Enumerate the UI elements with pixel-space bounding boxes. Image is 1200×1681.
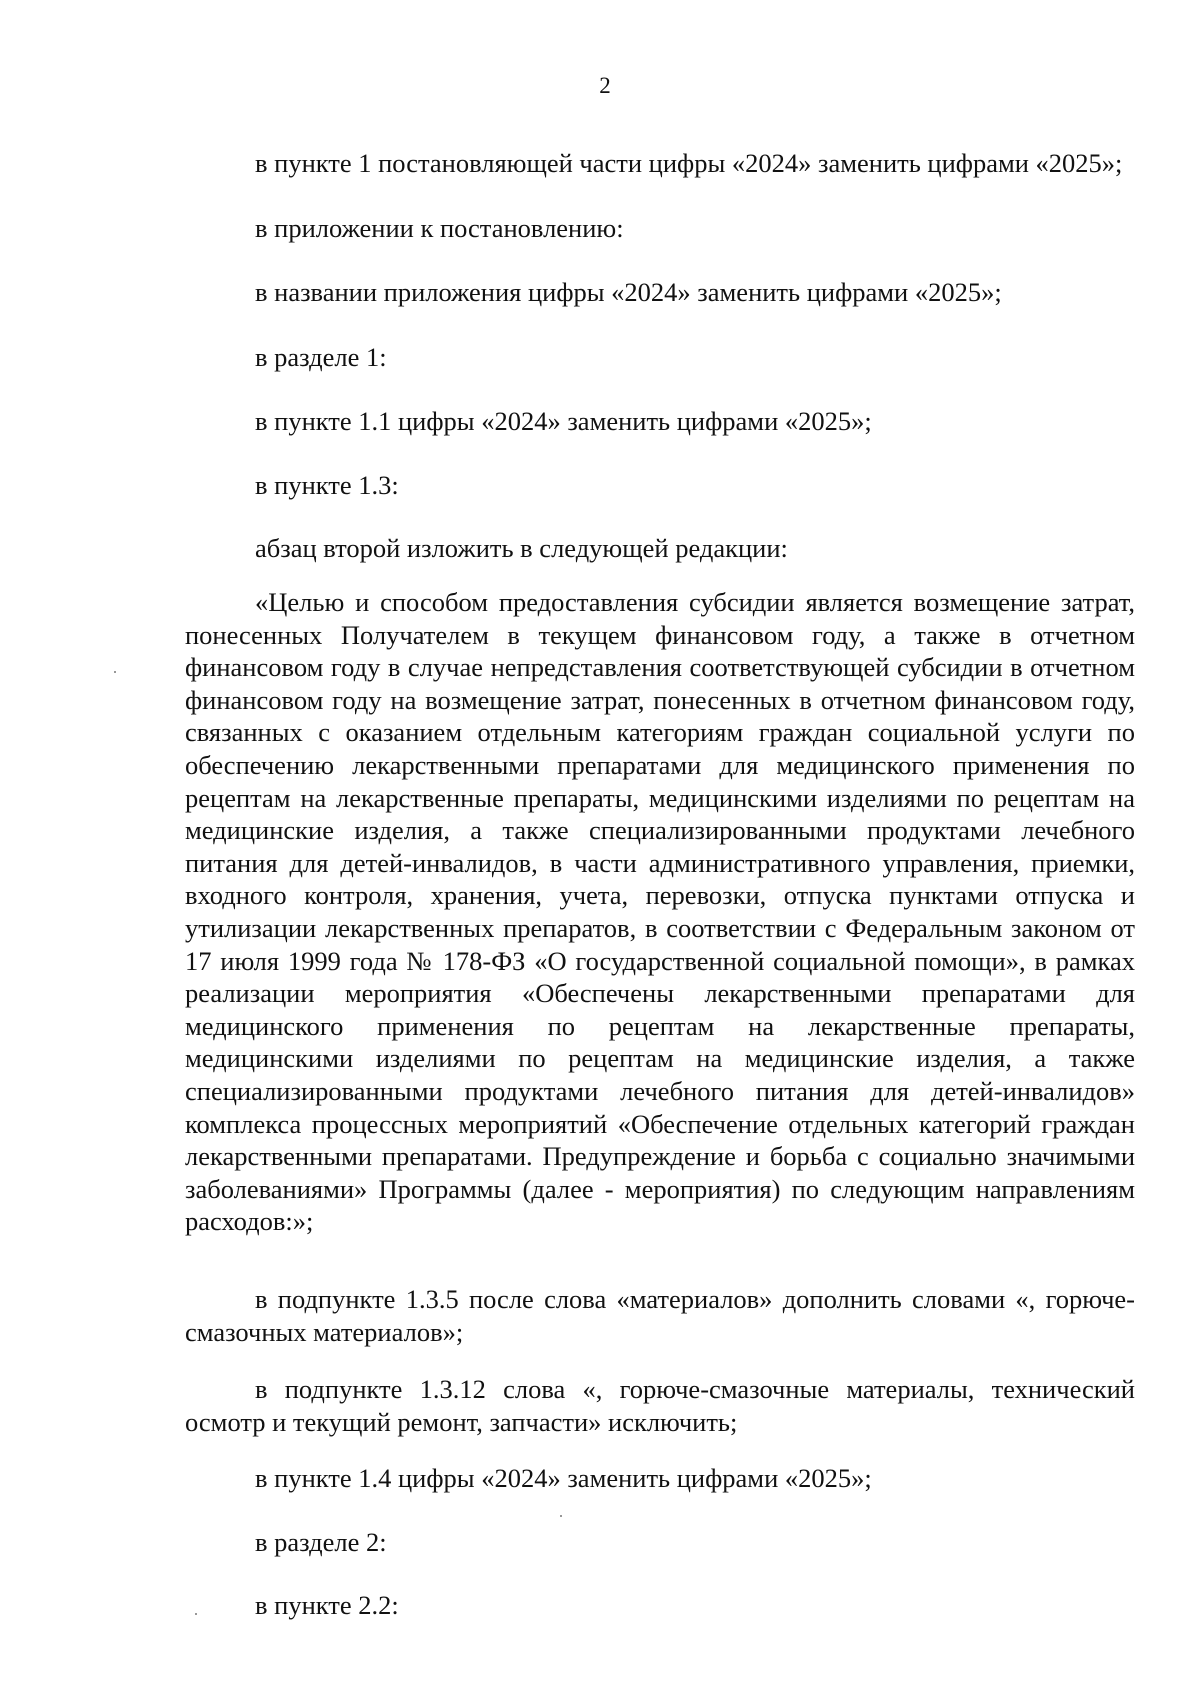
scan-speck xyxy=(195,1613,197,1615)
amendment-line: в разделе 1: xyxy=(255,342,387,372)
amendment-line: в приложении к постановлению: xyxy=(255,213,624,243)
amendment-line: в пункте 2.2: xyxy=(255,1590,399,1620)
amendment-line: в пункте 1.1 цифры «2024» заменить цифрами «2025»; xyxy=(255,406,872,436)
amendment-paragraph: в подпункте 1.3.12 слова «, горюче-смазочные материалы, технический осмотр и текущий ремонт, запчасти» исключить; xyxy=(185,1374,1135,1437)
amendment-paragraph: в подпункте 1.3.5 после слова «материалов» дополнить словами «, горюче-смазочных материалов»; xyxy=(185,1284,1135,1347)
quoted-paragraph: «Целью и способом предоставления субсидии является возмещение затрат, понесенных Получателем в текущем финансовом году, а также в отчетном финансовом году в случае непредставления соответствующей субсидии в отчетном финансовом году на возмещение затрат, понесенных в отчетном финансовом году, связанных с оказанием отдельным категориям граждан социальной услуги по обеспечению лекарственными препаратами для медицинского применения по рецептам на лекарственные препараты, медицинскими изделиями по рецептам на медицинские изделия, а также специализированными продуктами лечебного питания для детей-инвалидов, в части административного управления, приемки, входного контроля, хранения, учета, перевозки, отпуска пунктами отпуска и утилизации лекарственных препаратов, в соответствии с Федеральным законом от 17 июля 1999 года № 178-ФЗ «О государственной социальной помощи», в рамках реализации мероприятия «Обеспечены лекарственными препаратами для медицинского применения по рецептам на лекарственные препараты, медицинскими изделиями по рецептам на медицинские изделия, а также специализированными продуктами лечебного питания для детей-инвалидов» комплекса процессных мероприятий «Обеспечение отдельных категорий граждан лекарственными препаратами. Предупреждение и борьба с социально значимыми заболеваниями» Программы (далее - мероприятия) по следующим направлениям расходов:»; xyxy=(185,587,1135,1237)
scan-speck xyxy=(560,1515,562,1517)
amendment-line: в пункте 1.3: xyxy=(255,470,399,500)
amendment-line: в названии приложения цифры «2024» заменить цифрами «2025»; xyxy=(255,277,1002,307)
amendment-line: абзац второй изложить в следующей редакции: xyxy=(255,533,788,563)
scan-speck xyxy=(114,671,116,673)
amendment-line: в пункте 1 постановляющей части цифры «2024» заменить цифрами «2025»; xyxy=(255,148,1123,178)
amendment-line: в разделе 2: xyxy=(255,1527,387,1557)
amendment-line: в пункте 1.4 цифры «2024» заменить цифрами «2025»; xyxy=(255,1463,872,1493)
page-number: 2 xyxy=(599,73,611,98)
